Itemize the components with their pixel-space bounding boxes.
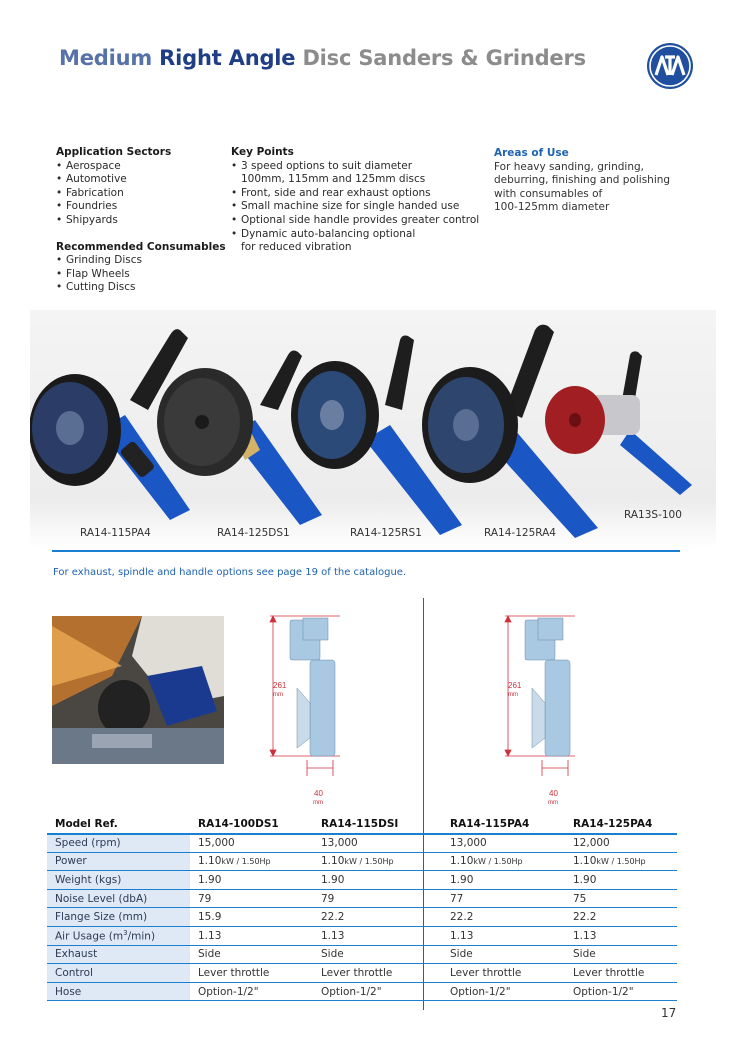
list-item: • Dynamic auto-balancing optional for reduced vibration	[231, 228, 479, 255]
list-item: • Flap Wheels	[56, 268, 226, 282]
table-row	[47, 871, 677, 890]
areas-of-use	[494, 147, 670, 215]
title-part-right-angle: Right Angle	[159, 46, 296, 70]
divider-line	[52, 550, 680, 552]
table-row	[47, 834, 677, 853]
table-cell: 22.2	[565, 908, 677, 927]
width-dimension-label: 40	[549, 789, 558, 798]
table-row	[47, 927, 677, 946]
work-photo	[52, 616, 224, 764]
row-label: Control	[47, 964, 190, 983]
list-item: • Shipyards	[56, 214, 226, 228]
dimension-diagram-1	[265, 608, 375, 808]
areas-of-use-line: with consumables of	[494, 187, 603, 200]
key-points-heading: Key Points	[231, 146, 294, 158]
list-item: • Fabrication	[56, 187, 226, 201]
column-header: RA14-100DS1	[190, 815, 313, 834]
tools-illustration	[30, 310, 716, 548]
row-label: Speed (rpm)	[47, 834, 190, 853]
table-cell: 79	[190, 889, 313, 908]
table-cell: 22.2	[313, 908, 442, 927]
table-cell: Lever throttle	[442, 964, 565, 983]
table-cell: 75	[565, 889, 677, 908]
table-cell: Option-1/2"	[190, 982, 313, 1001]
brand-logo	[646, 42, 694, 90]
table-row	[47, 982, 677, 1001]
width-unit-label: mm	[313, 800, 323, 806]
page-number: 17	[661, 1006, 677, 1020]
list-item: • Foundries	[56, 200, 226, 214]
table-cell: Option-1/2"	[442, 982, 565, 1001]
list-item: • Front, side and rear exhaust options	[231, 187, 479, 201]
table-row	[47, 964, 677, 983]
table-cell: 77	[442, 889, 565, 908]
table-cell: 22.2	[442, 908, 565, 927]
worker-grinding-image	[52, 616, 224, 764]
table-cell: 1.10kW / 1.50Hp	[190, 852, 313, 871]
list-item: • Small machine size for single handed use	[231, 200, 479, 214]
table-cell: 1.13	[190, 927, 313, 946]
table-cell: 13,000	[313, 834, 442, 853]
areas-of-use-heading: Areas of Use	[494, 147, 569, 159]
column-header: RA14-115PA4	[442, 815, 565, 834]
height-dimension-label: 261	[273, 681, 287, 690]
product-photo-strip	[30, 310, 716, 548]
column-header: Model Ref.	[47, 815, 190, 834]
table-cell: 1.10kW / 1.50Hp	[565, 852, 677, 871]
table-cell: 1.90	[190, 871, 313, 890]
dimension-diagram-2	[500, 608, 610, 808]
tool-label: RA14-125RS1	[350, 527, 422, 539]
tool-label: RA14-125RA4	[484, 527, 556, 539]
table-cell: 12,000	[565, 834, 677, 853]
list-item: • Automotive	[56, 173, 226, 187]
tool-label: RA14-125DS1	[217, 527, 290, 539]
list-item: • Optional side handle provides greater control	[231, 214, 479, 228]
column-header: RA14-115DSI	[313, 815, 442, 834]
row-label: Exhaust	[47, 945, 190, 964]
application-sectors	[56, 146, 226, 295]
key-points	[231, 146, 479, 255]
width-dimension-label: 40	[314, 789, 323, 798]
table-cell: Option-1/2"	[565, 982, 677, 1001]
title-part-medium: Medium	[59, 46, 153, 70]
consumables-heading: Recommended Consumables	[56, 240, 226, 253]
table-row	[47, 852, 677, 871]
table-cell: Lever throttle	[190, 964, 313, 983]
areas-of-use-line: For heavy sanding, grinding,	[494, 160, 644, 173]
list-item: • Grinding Discs	[56, 254, 226, 268]
height-dimension-label: 261	[508, 681, 522, 690]
row-label: Power	[47, 852, 190, 871]
table-row	[47, 889, 677, 908]
table-cell: 1.13	[442, 927, 565, 946]
areas-of-use-line: 100-125mm diameter	[494, 201, 610, 214]
table-cell: 1.10kW / 1.50Hp	[313, 852, 442, 871]
row-label: Weight (kgs)	[47, 871, 190, 890]
width-unit-label: mm	[548, 800, 558, 806]
list-item: • Aerospace	[56, 160, 226, 174]
table-cell: 15,000	[190, 834, 313, 853]
table-cell: Option-1/2"	[313, 982, 442, 1001]
table-cell: Side	[565, 945, 677, 964]
table-cell: 1.13	[313, 927, 442, 946]
table-cell: 1.90	[313, 871, 442, 890]
table-cell: Side	[313, 945, 442, 964]
table-cell: 1.13	[565, 927, 677, 946]
height-unit-label: mm	[508, 692, 518, 698]
application-sectors-heading: Application Sectors	[56, 146, 172, 158]
title-part-disc-sanders: Disc Sanders & Grinders	[302, 46, 586, 70]
tool-label: RA13S-100	[624, 509, 682, 521]
table-cell: 1.90	[442, 871, 565, 890]
spec-table	[47, 815, 677, 1001]
table-cell: Side	[442, 945, 565, 964]
table-header-row	[47, 815, 677, 834]
list-item: • Cutting Discs	[56, 281, 226, 295]
page-title	[59, 46, 586, 70]
table-row	[47, 908, 677, 927]
areas-of-use-line: deburring, finishing and polishing	[494, 174, 671, 187]
list-item: • 3 speed options to suit diameter 100mm, 115mm and 125mm discs	[231, 160, 479, 187]
table-cell: Side	[190, 945, 313, 964]
tool-ra13s-100-image	[545, 351, 692, 495]
table-cell: 1.10kW / 1.50Hp	[442, 852, 565, 871]
table-cell: Lever throttle	[313, 964, 442, 983]
table-cell: 13,000	[442, 834, 565, 853]
tool-label: RA14-115PA4	[80, 527, 151, 539]
row-label: Flange Size (mm)	[47, 908, 190, 927]
table-cell: Lever throttle	[565, 964, 677, 983]
table-cell: 1.90	[565, 871, 677, 890]
row-label: Hose	[47, 982, 190, 1001]
row-label: Noise Level (dbA)	[47, 889, 190, 908]
table-cell: 15.9	[190, 908, 313, 927]
table-row	[47, 945, 677, 964]
column-header: RA14-125PA4	[565, 815, 677, 834]
catalogue-note: For exhaust, spindle and handle options see page 19 of the catalogue.	[53, 567, 407, 578]
table-cell: 79	[313, 889, 442, 908]
row-label: Air Usage $(m^3/\min)$	[47, 927, 190, 946]
height-unit-label: mm	[273, 692, 283, 698]
